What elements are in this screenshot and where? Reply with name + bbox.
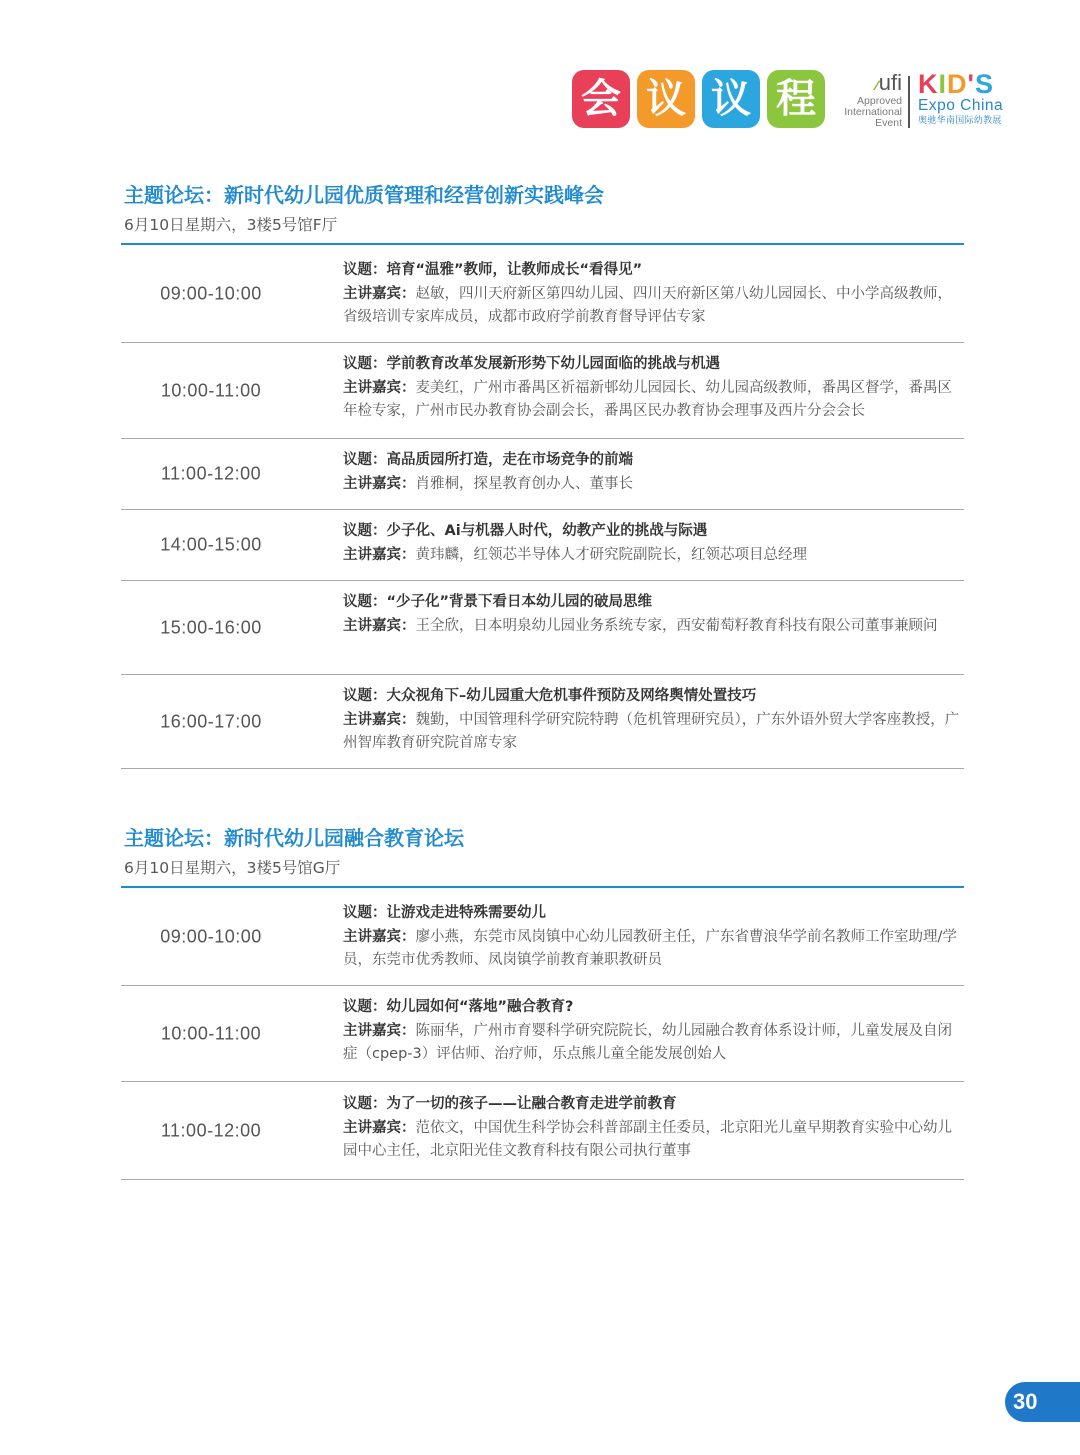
agenda-row	[121, 245, 964, 343]
kids-letter: S	[974, 69, 994, 99]
speaker-label: 主讲嘉宾：	[343, 1119, 416, 1136]
session-time: 10:00-11:00	[160, 380, 262, 400]
expo-china-text: Expo China	[918, 97, 1004, 114]
speaker-label: 主讲嘉宾：	[343, 1022, 416, 1039]
speaker-text: 黄玮麟，红领芯半导体人才研究院副院长，红领芯项目总经理	[415, 546, 807, 563]
agenda-row	[121, 888, 964, 986]
speaker-label: 主讲嘉宾：	[343, 285, 416, 302]
session-speaker	[343, 283, 964, 330]
forum-title: 主题论坛：新时代幼儿园融合教育论坛	[124, 826, 464, 850]
session-topic: 议题：“少子化”背景下看日本幼儿园的破局思维	[343, 594, 653, 610]
session-time: 09:00-10:00	[160, 283, 262, 303]
session-topic: 议题：少子化、Ai与机器人时代，幼教产业的挑战与际遇	[343, 523, 708, 539]
agenda-title-tiles	[572, 70, 825, 128]
session-speaker	[343, 926, 964, 973]
speaker-text: 魏勤，中国管理科学研究院特聘（危机管理研究员），广东外语外贸大学客座教授，广州智库教育研究院首席专家	[343, 711, 960, 751]
session-topic: 议题：幼儿园如何“落地”融合教育?	[343, 999, 574, 1015]
speaker-label: 主讲嘉宾：	[343, 379, 416, 396]
forum-section	[121, 182, 964, 769]
session-topic: 议题：高品质园所打造，走在市场竞争的前端	[343, 452, 633, 468]
session-topic: 议题：学前教育改革发展新形势下幼儿园面临的挑战与机遇	[343, 356, 720, 372]
session-time: 09:00-10:00	[160, 926, 262, 946]
forum-date-location: 6月10日星期六，3楼5号馆F厅	[124, 216, 338, 234]
speaker-text: 陈丽华，广州市育婴科学研究院院长，幼儿园融合教育体系设计师，儿童发展及自闭症（cpep-3）评估师、治疗师，乐点熊儿童全能发展创始人	[343, 1022, 952, 1062]
kids-letter: '	[967, 69, 975, 99]
ufi-line: Event	[875, 117, 902, 129]
agenda-row	[121, 1082, 964, 1180]
speaker-text: 王全欣，日本明泉幼儿园业务系统专家，西安葡萄籽教育科技有限公司董事兼顾问	[415, 617, 938, 634]
speaker-label: 主讲嘉宾：	[343, 928, 416, 945]
speaker-text: 范依文，中国优生科学协会科普部副主任委员，北京阳光儿童早期教育实验中心幼儿园中心主任，北京阳光佳文教育科技有限公司执行董事	[343, 1119, 952, 1159]
session-topic: 议题：为了一切的孩子——让融合教育走进学前教育	[343, 1096, 677, 1112]
ufi-waves-icon: ⁄⁄⁄	[875, 77, 877, 93]
session-time: 14:00-15:00	[160, 534, 262, 555]
speaker-text: 赵敏，四川天府新区第四幼儿园、四川天府新区第八幼儿园园长、中小学高级教师，省级培训专家库成员，成都市政府学前教育督导评估专家	[343, 285, 952, 325]
kids-letter: I	[938, 69, 948, 99]
speaker-text: 肖雅桐，探星教育创办人、董事长	[415, 475, 633, 492]
session-speaker	[343, 1117, 964, 1164]
kids-wordmark	[918, 70, 1003, 98]
session-topic: 议题：培育“温雅”教师，让教师成长“看得见”	[343, 262, 643, 278]
speaker-label: 主讲嘉宾：	[343, 546, 416, 563]
agenda-row	[121, 986, 964, 1082]
ufi-line: International	[844, 106, 902, 118]
ufi-logo	[836, 72, 902, 129]
session-topic: 议题：大众视角下–幼儿园重大危机事件预防及网络舆情处置技巧	[343, 688, 757, 704]
session-topic: 议题：让游戏走进特殊需要幼儿	[343, 905, 546, 921]
agenda-title-char: 议	[702, 70, 760, 128]
session-speaker	[343, 377, 964, 424]
agenda-title-char: 会	[572, 70, 630, 128]
agenda-row	[121, 343, 964, 439]
ufi-line: Approved	[857, 95, 902, 107]
session-speaker	[343, 615, 964, 639]
session-speaker	[343, 1020, 964, 1067]
forum-section	[121, 825, 964, 1180]
agenda-row	[121, 581, 964, 675]
agenda-row	[121, 675, 964, 769]
session-time: 10:00-11:00	[160, 1023, 262, 1043]
kids-letter: K	[918, 69, 939, 99]
kids-letter: D	[947, 69, 968, 99]
speaker-text: 廖小燕，东莞市凤岗镇中心幼儿园教研主任，广东省曹浪华学前名教师工作室助理/学员，东莞市优秀教师、凤岗镇学前教育兼职教研员	[343, 928, 957, 968]
session-time: 11:00-12:00	[160, 463, 262, 484]
speaker-label: 主讲嘉宾：	[343, 475, 416, 492]
speaker-label: 主讲嘉宾：	[343, 617, 416, 634]
agenda-title-char: 程	[767, 70, 825, 128]
logo-divider	[908, 76, 910, 128]
speaker-label: 主讲嘉宾：	[343, 711, 416, 728]
agenda-row	[121, 439, 964, 510]
kids-expo-cn-name: 奥驰华南国际幼教展	[918, 115, 1002, 125]
ufi-mark-text: ufi	[878, 70, 902, 95]
session-time: 16:00-17:00	[160, 711, 262, 731]
page-number: 30	[1005, 1382, 1080, 1422]
agenda-title-char: 议	[637, 70, 695, 128]
kids-expo-logo	[918, 70, 1003, 126]
session-speaker	[343, 473, 964, 497]
session-time: 11:00-12:00	[160, 1120, 262, 1140]
session-speaker	[343, 544, 964, 568]
forum-title: 主题论坛：新时代幼儿园优质管理和经营创新实践峰会	[124, 183, 604, 207]
speaker-text: 麦美红，广州市番禺区祈福新邨幼儿园园长、幼儿园高级教师，番禺区督学，番禺区年检专家，广州市民办教育协会副会长，番禺区民办教育协会理事及西片分会会长	[343, 379, 952, 419]
agenda-row	[121, 510, 964, 581]
session-time: 15:00-16:00	[160, 617, 262, 637]
forum-date-location: 6月10日星期六，3楼5号馆G厅	[124, 859, 341, 877]
session-speaker	[343, 709, 964, 756]
